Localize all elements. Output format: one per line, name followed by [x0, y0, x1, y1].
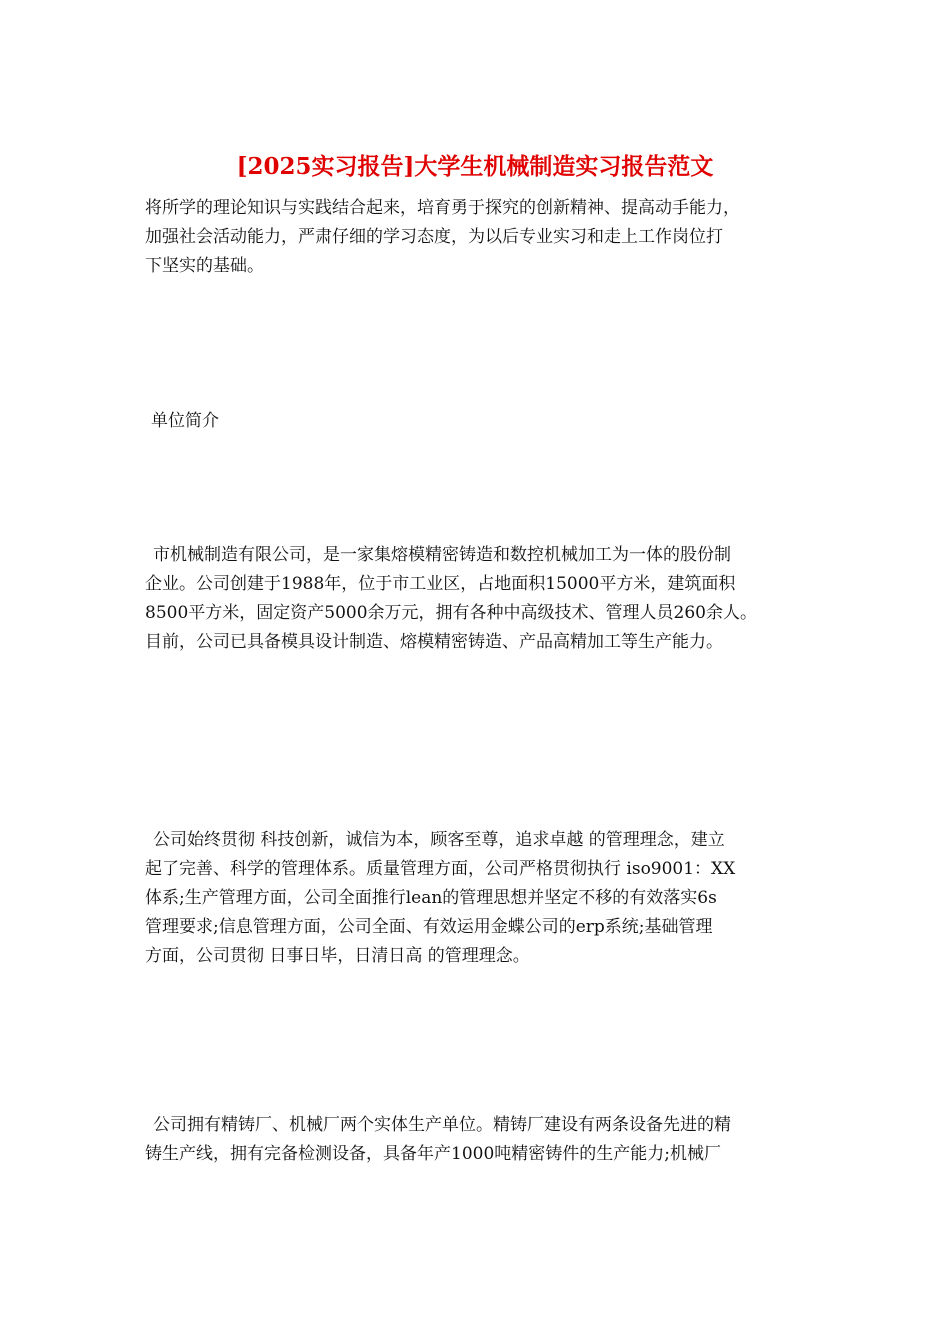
text-line: 目前，公司已具备模具设计制造、熔模精密铸造、产品高精加工等生产能力。 [145, 632, 723, 652]
section-heading-text: 单位简介 [151, 411, 219, 431]
text-line: 起了完善、科学的管理体系。质量管理方面，公司严格贯彻执行 iso9001：XX [145, 859, 736, 879]
text-line: 下坚实的基础。 [145, 256, 264, 276]
text-line: 管理要求;信息管理方面，公司全面、有效运用金蝶公司的erp系统;基础管理 [145, 917, 713, 937]
text-line: 公司始终贯彻 科技创新，诚信为本，顾客至尊，追求卓越 的管理理念，建立 [153, 830, 725, 850]
production-units-paragraph [145, 1111, 810, 1169]
text-line: 市机械制造有限公司，是一家集熔模精密铸造和数控机械加工为一体的股份制 [153, 545, 731, 565]
text-line: 公司拥有精铸厂、机械厂两个实体生产单位。精铸厂建设有两条设备先进的精 [153, 1115, 731, 1135]
company-profile-paragraph [145, 541, 810, 657]
text-line: 企业。公司创建于1988年，位于市工业区，占地面积15000平方米，建筑面积 [145, 574, 736, 594]
document-title: [2025实习报告]大学生机械制造实习报告范文 [236, 153, 714, 180]
text-line: 将所学的理论知识与实践结合起来，培育勇于探究的创新精神、提高动手能力， [145, 198, 740, 218]
intro-paragraph [145, 194, 810, 281]
text-line: 8500平方米，固定资产5000余万元，拥有各种中高级技术、管理人员260余人。 [145, 603, 757, 623]
text-line: 铸生产线，拥有完备检测设备，具备年产1000吨精密铸件的生产能力;机械厂 [145, 1144, 721, 1164]
text-line: 体系;生产管理方面，公司全面推行lean的管理思想并坚定不移的有效落实6s [145, 888, 717, 908]
text-line: 加强社会活动能力，严肃仔细的学习态度，为以后专业实习和走上工作岗位打 [145, 227, 723, 247]
management-paragraph [145, 826, 810, 971]
text-line: 方面，公司贯彻 日事日毕，日清日高 的管理理念。 [145, 946, 530, 966]
section-heading [151, 407, 816, 436]
